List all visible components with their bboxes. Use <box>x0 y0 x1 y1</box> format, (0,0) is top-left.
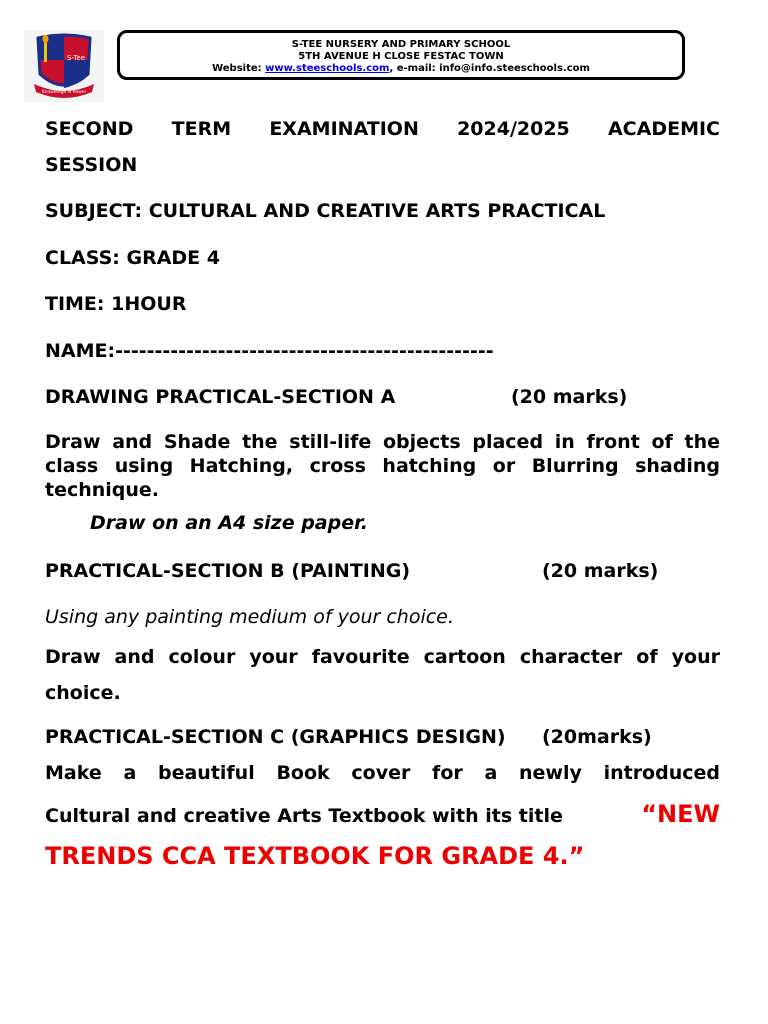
section-a-heading: DRAWING PRACTICAL-SECTION A <box>45 386 396 408</box>
exam-title-end: SESSION <box>45 154 138 176</box>
book-title-part-2: TRENDS CCA TEXTBOOK FOR GRADE 4.” <box>45 842 585 870</box>
section-b-note: Using any painting medium of your choice. <box>45 606 454 628</box>
section-b-instruction: Draw and colour your favourite cartoon character of your choice. <box>45 646 720 704</box>
title-word: SECOND <box>45 118 134 140</box>
section-b-marks: (20 marks) <box>542 560 659 582</box>
title-word: EXAMINATION <box>269 118 419 140</box>
section-a-heading-row <box>45 384 720 410</box>
section-a-note: Draw on an A4 size paper. <box>90 512 368 534</box>
exam-content <box>45 112 720 872</box>
email-text: , e-mail: info@info.steeschools.com <box>389 63 590 74</box>
section-c-instruction-2-row <box>45 798 720 832</box>
section-c-marks: (20marks) <box>542 726 652 748</box>
school-name: S-TEE NURSERY AND PRIMARY SCHOOL <box>291 39 511 50</box>
section-c-heading-row <box>45 724 720 750</box>
name-line: NAME:------------------------------------------------ <box>45 340 494 362</box>
exam-title <box>45 116 720 142</box>
book-title-part-1: “NEW <box>641 800 720 828</box>
section-b-heading: PRACTICAL-SECTION B (PAINTING) <box>45 560 411 582</box>
section-c-heading: PRACTICAL-SECTION C (GRAPHICS DESIGN) <box>45 726 506 748</box>
title-word: TERM <box>171 118 232 140</box>
section-a-instruction: Draw and Shade the still-life objects placed in front of the class using Hatching, cross hatching or Blurring shading technique. <box>45 431 720 501</box>
time-line: TIME: 1HOUR <box>45 293 187 315</box>
contact-line <box>120 63 682 75</box>
school-address: 5TH AVENUE H CLOSE FESTAC TOWN <box>298 51 504 62</box>
title-word: ACADEMIC <box>607 118 720 140</box>
section-c-instruction-2: Cultural and creative Arts Textbook with its title <box>45 805 563 827</box>
website-link[interactable]: www.steeschools.com <box>265 63 390 74</box>
school-logo <box>24 30 104 102</box>
title-word: 2024/2025 <box>457 118 570 140</box>
website-label: Website: <box>212 63 262 74</box>
class-line: CLASS: GRADE 4 <box>45 247 220 269</box>
section-b-heading-row <box>45 558 720 584</box>
logo-text: S-Tee <box>67 54 86 62</box>
subject-line: SUBJECT: CULTURAL AND CREATIVE ARTS PRACTICAL <box>45 200 606 222</box>
section-a-marks: (20 marks) <box>511 386 628 408</box>
section-c-instruction-1: Make a beautiful Book cover for a newly introduced <box>45 762 720 784</box>
school-header-box <box>117 30 685 80</box>
logo-motto: Knowledge is Power <box>41 90 87 95</box>
